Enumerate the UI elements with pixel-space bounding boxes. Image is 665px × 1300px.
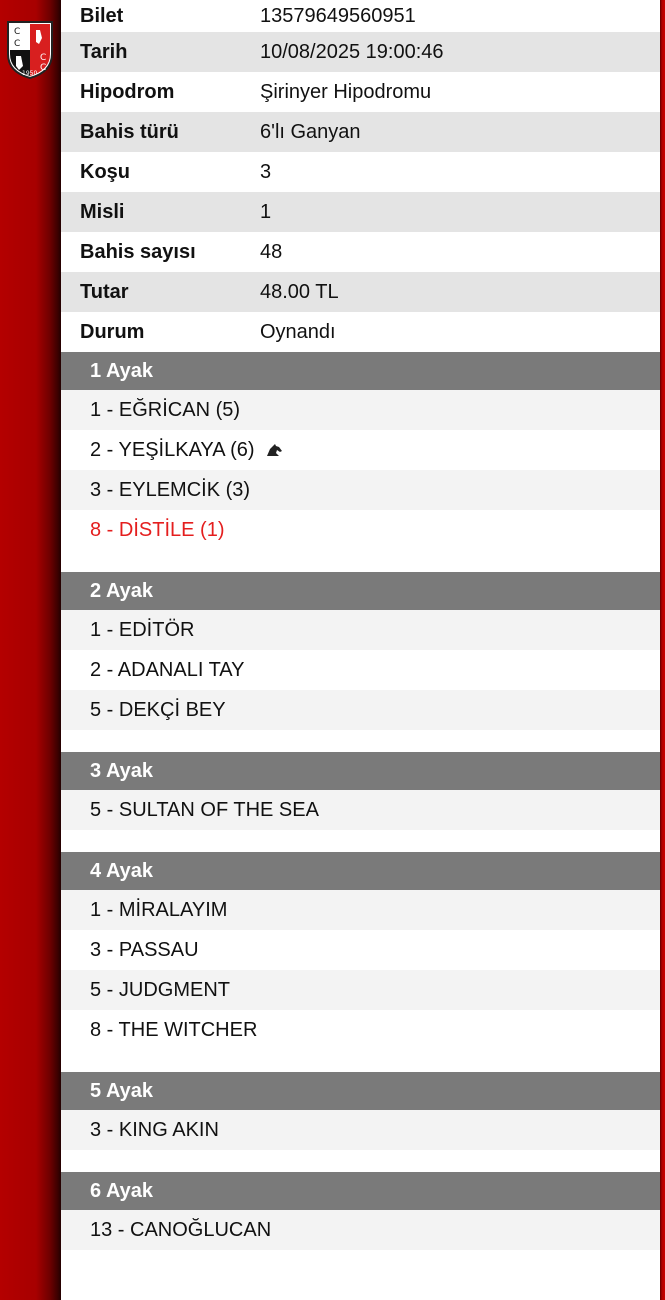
info-row: [61, 232, 660, 272]
svg-text:C: C: [40, 53, 47, 63]
leg-header: 6 Ayak: [61, 1172, 660, 1210]
horse-name: 1 - EDİTÖR: [90, 619, 195, 641]
info-row: [61, 0, 660, 32]
info-label: Hipodrom: [80, 81, 175, 103]
info-value: 48.00 TL: [260, 281, 339, 303]
leg-section: [61, 1172, 660, 1272]
horse-list: [61, 1210, 660, 1250]
horse-name: 8 - THE WITCHER: [90, 1019, 258, 1041]
svg-text:C: C: [40, 63, 47, 73]
info-value: 6'lı Ganyan: [260, 121, 361, 143]
horse-list-item: [61, 610, 660, 650]
leg-header: 4 Ayak: [61, 852, 660, 890]
horse-list: [61, 390, 660, 550]
info-row: [61, 72, 660, 112]
horse-list-item: [61, 650, 660, 690]
svg-text:1950: 1950: [22, 70, 38, 77]
horse-list-item: [61, 1210, 660, 1250]
info-label: Bilet: [80, 5, 124, 27]
horse-name: 1 - MİRALAYIM: [90, 899, 228, 921]
info-value: 1: [260, 201, 272, 223]
horse-name: 3 - KING AKIN: [90, 1119, 219, 1141]
leg-header: 1 Ayak: [61, 352, 660, 390]
horse-name: 3 - EYLEMCİK (3): [90, 479, 251, 501]
info-value: 48: [260, 241, 283, 263]
horse-name: 2 - YEŞİLKAYA (6): [90, 439, 255, 461]
leg-section: [61, 572, 660, 752]
horse-list-item: [61, 470, 660, 510]
horse-list-item: [61, 790, 660, 830]
info-label: Tarih: [80, 41, 128, 63]
info-value: Şirinyer Hipodromu: [260, 81, 432, 103]
horse-list-item: [61, 970, 660, 1010]
info-row: [61, 312, 660, 352]
legs-list: [61, 352, 660, 1272]
leg-header: 5 Ayak: [61, 1072, 660, 1110]
info-label: Koşu: [80, 161, 130, 183]
horse-name: 8 - DİSTİLE (1): [90, 519, 225, 541]
horse-list-item: [61, 430, 660, 470]
horse-list-item: [61, 690, 660, 730]
info-row: [61, 112, 660, 152]
info-value: 13579649560951: [260, 5, 416, 27]
club-crest-icon[interactable]: [6, 20, 54, 80]
horse-list: [61, 790, 660, 830]
horse-name: 5 - SULTAN OF THE SEA: [90, 799, 319, 821]
info-label: Bahis sayısı: [80, 241, 196, 263]
ticket-detail: [61, 0, 660, 1300]
right-edge: [660, 0, 665, 1300]
horse-name: 1 - EĞRİCAN (5): [90, 399, 241, 421]
info-label: Misli: [80, 201, 125, 223]
leg-section: [61, 852, 660, 1072]
horse-list-item: [61, 510, 660, 550]
info-value: Oynandı: [260, 321, 336, 343]
ticket-info-table: [61, 0, 660, 352]
horse-list: [61, 610, 660, 730]
horse-list: [61, 890, 660, 1050]
horse-list-item: [61, 1110, 660, 1150]
horse-name: 5 - JUDGMENT: [90, 979, 230, 1001]
horse-name: 5 - DEKÇİ BEY: [90, 699, 226, 721]
leg-section: [61, 1072, 660, 1172]
info-row: [61, 32, 660, 72]
info-row: [61, 272, 660, 312]
leg-header: 2 Ayak: [61, 572, 660, 610]
horse-list-item: [61, 930, 660, 970]
info-label: Durum: [80, 321, 145, 343]
leg-section: [61, 752, 660, 852]
leg-header: 3 Ayak: [61, 752, 660, 790]
info-row: [61, 192, 660, 232]
horse-name: 2 - ADANALI TAY: [90, 659, 245, 681]
horse-head-icon: [265, 443, 283, 457]
horse-name: 13 - CANOĞLUCAN: [90, 1219, 272, 1241]
horse-name: 3 - PASSAU: [90, 939, 199, 961]
horse-list-item: [61, 390, 660, 430]
info-value: 3: [260, 161, 272, 183]
info-row: [61, 152, 660, 192]
left-sidebar: [0, 0, 61, 1300]
leg-section: [61, 352, 660, 572]
horse-list-item: [61, 890, 660, 930]
horse-list: [61, 1110, 660, 1150]
horse-list-item: [61, 1010, 660, 1050]
svg-text:C: C: [14, 39, 21, 49]
info-value: 10/08/2025 19:00:46: [260, 41, 444, 63]
svg-text:C: C: [14, 27, 21, 37]
info-label: Bahis türü: [80, 121, 179, 143]
info-label: Tutar: [80, 281, 129, 303]
